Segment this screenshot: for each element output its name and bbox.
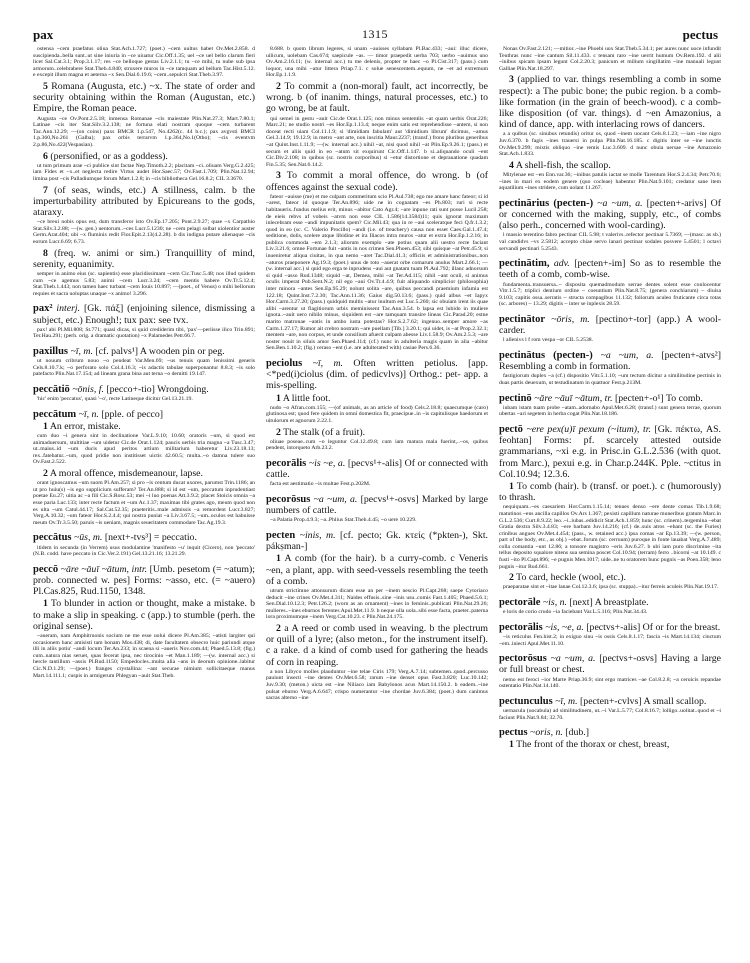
- citation-block: ~is reticulus Fen.hist.2; in exiguo sinu ~is ossis Cels.8.1.17; fascia ~is Mart.14.134; cinctum ~em..iniecti Apul.Met.11.10.: [499, 634, 721, 647]
- headword: pectinārius (pecten-): [499, 197, 594, 209]
- sense-definition: [499, 572, 721, 583]
- citation-block: ut tum primum arae ~ci publice sint factae Nep.Timoth.2.2; placitam ~ci..oliuam Verg.G.2.425; iam Fides et ~x..et neglecta redire Virtus audet Hor.Saec.57; Ov.Fast.1.709; Plin.Nat.12.94; limina post ~cis Palladiumque forum Mart.1.2.8; in ~cis bibliotheca Gel.16.8.2; CIL 3.3670.: [33, 162, 255, 182]
- sense-definition: [33, 248, 255, 270]
- etymology-definition: [pecten+-cvlvs] A small scallop.: [580, 695, 707, 707]
- citation-block: 8.688. b quom librum legeres, si unam ~auisses syllabam Pl.Bac.433; ~aui: illuc dicere, uilicum, uolebam Cas.674; saepicule ~as. — timor praepedit uerba 703; uerbo ~auimus uno Ov.Am.2.16.11; (w. internal acc.) tu me delenis, propter te haec ~o Pl.Cist.317; (pass.) cum loquor, una mihi ~atur littera Priap.7.1. c solue senescentem..equum, ne ~et ad extremum Hor.Ep.1.1.9.: [266, 46, 488, 79]
- etymology-definition: [pecten+-im] So as to resemble the teeth of a comb, comb-wise.: [499, 258, 721, 281]
- headword: pectus: [499, 727, 528, 739]
- grammar-info: ~is ~e, a.: [306, 457, 348, 469]
- headword: pecorōsus: [266, 493, 311, 505]
- citation-block: semper in animo eius (sc. sapientis) esse placidissimam ~cem Cic.Tusc.5.48; nos illud quidem cum ~ce agemus 5.83; animi ~cem Lucr.3.24; ~cem mentis habere Ov.Tr.5.12.4; Stat.Theb.1.443; non tamen haec turbant ~cem Iouis 10.897; —(poet., of Venus) o mihi bellorum requies et sacra uoluptas unaque ~x animo! 3.296.: [33, 270, 255, 297]
- entry-heading: [266, 358, 488, 392]
- etymology-definition: [pecten+-o¹] To comb.: [614, 392, 703, 404]
- sense-definition: [33, 185, 255, 219]
- sense-number: 8: [43, 247, 48, 259]
- headword: peccātiō: [33, 383, 70, 395]
- entry-heading: [499, 696, 721, 707]
- etymology-definition: [next] A breastplate.: [569, 597, 649, 609]
- citation-block: itidem in secunda (in Verrem) usus modulamine 'manifesto ~u' inquit (Cicero), non 'peccato' (N.B. codd. have peccato in Cic.Ver.2.191) Gel.13.21.16; 13.21.29.: [33, 544, 255, 558]
- entry-heading: [499, 622, 721, 633]
- sense-number: 1: [276, 553, 281, 565]
- grammar-info: ~ūs, m.: [71, 532, 105, 544]
- citation-block: ~ce breui nobis opus est, dum transferor isto Ov.Ep.17.205; Pont.2.9.27; quae ~x Carpathio Stat.Silv.3.2.88; —(w. gen.) uentorum..~ces Lucr.5.1230; ne ~cem pelagi solbat uiolentior auster Germ.Arat.404; ubi ~x fluminis redit Flor.Epit.2.13(4.2.28). b dis indigna putare alienaque ~cis eorum Lucr.6.69; 6.73.: [33, 219, 255, 245]
- grammar-info: ~a ~um, a.: [310, 493, 361, 505]
- entry-heading: [33, 564, 255, 598]
- sense-definition: [266, 81, 488, 115]
- citation-block: ~aueram, nam Amphitruonis socium ne me esse uolui dicere Pl.Am.385; ~atisti largiter qui occasionem hanc amisisti tam bonam Mos.438; di, date facultatem obsecro huic pariundi atque illi in aliis potiu' ~andi locum Ter.An.233; in scaena si ~aueris Nov.com.44; Phaed.5.13.8; (fig.) cum..natura nias seruet, quas fecerat ipsa, nec tirocinio ~et Man.1.189; —(w. internal acc.) si hercle tantillum ~assis Pl.Rud.1150; Empedocles..multa alia ~ans in deorum opinione..labitur Cic.N.D.1.29; —(poet.) franges crystallina: ~ant securae nimium sollicitaeque manus Mart.14.111.1; cuspis in armigerum Phlegyan ~auit Stat.Theb.: [33, 633, 255, 679]
- etymology-definition: [pecco+-tio] Wrongdoing.: [106, 383, 209, 395]
- sense-number: 2: [276, 80, 281, 92]
- entry-heading: [33, 346, 255, 357]
- sense-definition: [33, 81, 255, 115]
- etymology-definition: Often written petiolus. [app. <*ped(i)ciolus (dim. of pedicvlvs)] Orthog.: pet- app. a mis-spelling.: [266, 357, 488, 392]
- headword: pectorāle: [499, 597, 541, 609]
- citation-block: uernacula (uocabula) ad similitudinem, ut..~i Var.L.5.77; Col.8.16.7; lolligo..uolitat..quod et ~i faciunt Plin.Nat.9.84; 32.70.: [499, 708, 721, 721]
- sense-number: 3: [509, 74, 514, 86]
- page-number: 1315: [362, 27, 388, 41]
- etymology-definition: [Gk. πάξ] (enjoining silence, dismissing a subject, etc.) Enough!; tux pax: see tvx.: [33, 303, 255, 326]
- sense-text: To card, heckle (wool, etc.).: [513, 572, 626, 584]
- etymology-definition: [next+-tvs³] = peccatio.: [104, 532, 197, 544]
- sense-text: An error, mistake.: [47, 420, 121, 432]
- sense-text: To commit a moral offence, do wrong. b (of offences against the sexual code).: [266, 170, 488, 193]
- citation-block: ~a Palatia Prop.4.9.3; ~a..Phlius Stat.Theb.4.45; ~o uere 10.229.: [270, 517, 417, 524]
- citation-block: a a quibus (sc. sinubus retundis) oritur os, quod ~inem uocant Cels.8.1.23; —iam ~ine nigro Juv.6.370. b fagis ~ines trauersi in pulpa Plin.Nat.16.185. c digitis inter se ~ine iunctis Ov.Met.9.299; mixtis obliquo ~ine remis Luc.3.609. d nunc obuia uersae ~ine Amazonio Stat.Ach.1.833.: [499, 131, 721, 158]
- column-left: [33, 46, 255, 956]
- citation-block: Mitylenae est ~en Enn.var.36; ~inibus patulis iactat se molle Tarentum Hor.S.2.4.34; Petr.70.6; ~ines in mari ex eodem genere (quo cocleae) habentur Plin.Nat.9.101; credatur sane item aquatilium ~ines stridere, cum uolant 11.267.: [499, 171, 721, 192]
- sense-text: To blunder in action or thought, make a mistake. b to make a slip in speaking. c (app.) to stumble (perh. the original sense).: [33, 598, 255, 632]
- sense-number: 1: [43, 420, 48, 432]
- grammar-info: ~ōris, m.: [545, 313, 596, 325]
- grammar-info: ~a ~um, a.: [592, 349, 662, 361]
- headword: pax²: [33, 303, 53, 315]
- entry-heading: [266, 458, 488, 480]
- citation-block: orant ignoscamus ~um suom Pl.Am.257; si pro ~is centum ducat uxores, parumst Trin.1186; an ut pro huiu(s) ~is ego supplicium sufferam? Ter.An.888; si id est ~um, peccatum inprudentiast poetae Eu.27; uitia ac ~a fili Cic.S.Rosc.53; mei ~i luo poenas Att.3.9.2; placet Stoicis omnia ~a esse paria Luc.133; inter recte factum et ~um Ac.1.37; maximas tibi grates ago, meum quod non es ulta ~um Catul.44.17; Sal.Cat.52.35; praeteritis..male admissis ~a remordent Lucr.3.827; Verg.A.10.32; ~um fateor Hor.S.2.4.4; qui nostra puniat ~a Liv.3.67.5; ~um..oculos est habuisse meum Ov.Tr.3.5.50; paruis ~is ueniam, magnis seueritatem commodare Tac.Ag.19.3.: [33, 480, 255, 526]
- sense-text: A little foot.: [280, 392, 331, 404]
- entry-heading: [499, 258, 721, 280]
- entry-heading: [33, 384, 255, 395]
- grammar-info: ~āre ~āuī ~ātum, tr.: [531, 392, 615, 404]
- entry-heading: [499, 424, 721, 480]
- citation-block: nemo est feroci ~ior Marte Priap.36.9; sint ergo matrices ~ae Col.8.2.8; ~a ceruicis repandae ostentatio Plin.Nat.14.140.: [499, 676, 721, 690]
- citation-block: l massio terentino fabro pectinar CIL 5.98; t valerivs..refector pectinar 5.7369; —(masc. as sb.) val candidvs ~vs 2.5812; accepto chiae servo lanari pectinar sodales posvere 5.4501; l octavi servandi pectinari 5.2543.: [499, 232, 721, 252]
- sense-definition: [33, 598, 255, 632]
- etymology-definition: [pecvs¹+-alis] Of or connected with cattle.: [266, 457, 488, 481]
- etymology-definition: [dub.]: [565, 727, 589, 739]
- sense-number: 1: [43, 598, 48, 610]
- entry-heading: [499, 393, 721, 404]
- etymology-definition: [cf. palvs¹] A wooden pin or peg.: [95, 345, 225, 357]
- entry-heading: [499, 653, 721, 675]
- citation-block: oliuae poseae..cum ~o leguntur Col.12.49.8; cum iam matura mala fuerint,..~os, quibus pendent, intorqueto Arb.23.2.: [266, 438, 488, 452]
- headword: pecorālis: [266, 457, 307, 469]
- headword: peccō: [33, 563, 59, 575]
- citation-block: praeparatae sint et ~itae lanae Col.12.3.6; ipsa (sc. stuppa)..~itur ferreis aculeis Plin.Nat.19.17.: [503, 584, 719, 591]
- citation-block: l allenivs l f rom vespa ~or CIL 5.2538.: [503, 337, 594, 344]
- citation-block: utrum strictimne attonsurum dicam esse an per ~inem nescio Pl.Capt.268; saepe Cytoriaco deducit ~ine crines Ov.Met.4.311; Naides effusis..sine ~inis usu..comis Fast.1.405; Phaed.5.6.1; Sen.Dial.10.12.3; Petr.126.2; (worn as an ornament) ~ines in feminis..publicati Plin.Nat.29.26; mulieres..~ines eburnos ferentes Apul.Met.11.9. b neque ulla uola..sibi esse facta, praeter..paterna lora proximumque ~inem Verg.Cat.10.23. c Plin.Nat.24.175.: [266, 587, 488, 621]
- entry-heading: [499, 727, 721, 738]
- sense-number: 5: [43, 80, 48, 92]
- entry-heading: [266, 494, 488, 516]
- citation-block: nequiquam..~es caesariem Hor.Carm.1.15.14; tenues denso ~ere dente comas Tib.1.9.68; matutinos ~ens ancilla capillos Ov.Ars 1.367; pexisti capillum naturae muneribus gratum Marc.in G.L.2.536; Curt.8.9.22; leo..~i..iubas..edidicit Stat.Ach.1.859; hunc (sc. crinem)..tergemina ~ebat Gratia dextra Silv.3.4.83; ~ere barbam Juv.14.216; (cf.) de..suis atros ~ebant (sc. the Furies) crinibus angues Ov.Met.4.454; (pass., w. retained acc.) ipsa comas ~ar Ep.13.39; —(w. person, part of the body, etc., as obj.) ~ebat..forum (sc. cerruum) puroque in fonte lauabat Verg.A.7.489; colla comantia ~unt 12.86; a tonsore magistro ~eris Juv.6.27. b ubi iam puro discrimine ~ita tellus deposito squalore nitens sua semina poscet Col.10.94; (terram) ferro ..bicorni ~at 10.149. c fusti ~ito Pl.Capt.896; ~e pugnis Men.1017; uide..ne tu oratorem hunc pugnis ~as Poen.358; leno pugnis ~itur Rud.661.: [499, 504, 721, 570]
- grammar-info: ~ōnis, f.: [69, 383, 107, 395]
- sense-text: (personified, or as a goddess).: [47, 150, 168, 162]
- headword: peccātum: [33, 408, 77, 420]
- etymology-definition: [pectino+-tor] (app.) A wool-carder.: [499, 313, 721, 337]
- running-head: [0, 27, 750, 41]
- headword: pectinātor: [499, 313, 546, 325]
- column-right: [499, 46, 721, 956]
- citation-block: Augusta ~ce Ov.Pont.2.5.18; inmensa Romanae ~cis maiestate Plin.Nat.27.3; Mart.7.80.1; Latinae ~cis iter Stat.Silv.3.2.138; ne fortuna elati nostram quoque ~cem turbarent Tac.Ann.12.29; —(on coins) paxs BMCR 1.p.547, No.4262(c. 44 b.c.); pax avgvsti BMCI 1.p.360,No.261 (Galba); pax orbis terrarvm 1.p.364,No.1(Otho); ~cis eventvm 2.p.86,No.422(Vespasian).: [33, 115, 255, 148]
- sense-text: a A reed or comb used in weaving. b the plectrum or quill of a lyre; (also meton., for the instrument itself). c a rake. d a kind of comb used for gathering the heads of corn in reaping.: [266, 622, 488, 668]
- citation-block: 'hic' enim 'peccatus', quasi '~o', recte Latineque dicitur Gel.13.21.19.: [37, 396, 193, 403]
- sense-definition: [499, 74, 721, 130]
- right-guide-word: pectus: [682, 27, 718, 42]
- grammar-info: ~is, ~e, a.: [542, 621, 587, 633]
- citation-block: ostensa ~cem praefatus oliua Stat.Ach.1.727; (poet.) ~cem uultus habet Ov.Met.2.858. d suscipienda..bella sunt..ut sine iniuria in ~ce uiuatur Cic.Off.1.35; uel ~ce uel bello clarum fieri licet Sal.Cat.3.1; Prop.3.1.17; res ~ce belloque gestas Liv.2.1.1; tu ~ce mihi, tu nube sub ipsa armorum..celebrabere Stat.Theb.4.840; struxere muros in ~ce tamquam ad bellum Tac.Hist.5.12. e excepit illum magna et aeterna ~x Sen.Dial.6.19.6; ~cem..sepulcri Stat.Theb.3.97.: [33, 46, 255, 79]
- sense-number: 2: [509, 572, 514, 584]
- grammar-info: ~ī, m.: [552, 695, 581, 707]
- sense-definition: [33, 151, 255, 162]
- entry-heading: [499, 350, 721, 372]
- citation-block: a non Libyco molles plauduntur ~ine telae Ciris 179; Verg.A.7.14; subtemen..quod..percusso pauiunt insecti ~ine dentes Ov.Met.6.58; rarum ~ine denset opus Fast.3.820; Luc.10.142; Juv.9.30; (meton.) uicta est ~ine Niliaco iam Babylonos acus Mart.14.150.2. b eadem..~ine pulsat eburno Verg.A.6.647; crispo numerantur ~ine chordae Juv.6.384; (poet.) dum canimus sacras alterno ~ine: [266, 668, 488, 702]
- citation-block: fundamenta..transuersa..~ disposita quemadmodum serrae dentes solent esse conlocentur Vitr.1.5.7; triplici dentium ordine ~ coeuntium Plin.Nat.8.75; (genera conchiarum) ~ diuisa 9.103; capitis ossa..serratis ~ structa compagibus 11.132; foliorum aculeo fruticante circa totas (sc. arbores) ~ 13.29; digitis ~ inter se inplexis 28.59.: [499, 281, 721, 308]
- citation-block: cum duo ~i genera sint in declinatione Var.L.9.10; 10.60; oratoris ~um, si quod est animaduersum, stultitiae ~um uidetur Cic.de Orat.1.124; paucis uerbis tria magna ~a Tusc.3.47; ut..maius..id ~um ducis apud peritos artium militarium haberetur Liv.23.18.13; rex..fatebatur..~um, quod pridie non institisset uictis 42.60.5; multa..~o damna tulere suo Ov.Fast.2.522.: [33, 433, 255, 466]
- sense-text: The front of the thorax or chest, breast,: [513, 739, 670, 751]
- entry-heading: [33, 532, 255, 543]
- etymology-definition: [pecten+-arivs] Of or concerned with the making, supply, etc., of combs (also perh., concerned with wool-carding).: [499, 197, 721, 232]
- sense-number: 1: [509, 739, 514, 751]
- headword: pectinō: [499, 392, 532, 404]
- headword: pectinātim,: [499, 258, 550, 270]
- etymology-definition: [pectvs+-osvs] Having a large or full breast or chest.: [499, 653, 721, 676]
- sense-definition: [266, 623, 488, 668]
- etymology-definition: [Umb. pesetom (= ~atum); prob. connected w. pes] Forms: ~asso, etc. (= ~auero) Pl.Cas.825, Rud.1150, 1348.: [33, 563, 255, 598]
- sense-definition: [266, 170, 488, 192]
- sense-number: 2: [43, 468, 48, 480]
- grammar-info: ~āre ~āuī ~ātum, intr.: [58, 563, 150, 575]
- sense-text: Romana (Augusta, etc.) ~x. The state of order and security obtaining within the Roman (Augustan, etc.) Empire, the Roman peace.: [33, 80, 255, 115]
- headword: peciolus: [266, 357, 303, 369]
- sense-text: The stalk (of a fruit).: [280, 426, 366, 438]
- sense-number: 6: [43, 150, 48, 162]
- citation-block: Nonas Ov.Fast.2.121; —mitior..~ine Phoebi uox Stat.Theb.5.34.1; per aures nunc uoce infundit Teuthras nunc ~ine cantum Sil.11.433. c tensam raro ~ine uerrit humum Ov.Rem.192. d alii ~inibus spicam ipsam legunt Col.2.20.3; panicum et milium singillatim ~ine manuali legunt Galliae Plin.Nat.18.297.: [499, 46, 721, 72]
- sense-definition: [266, 393, 488, 404]
- sense-text: To commit a (non-moral) fault, act incorrectly, be wrong. b (of inanim. things, natural processes, etc.) to go wrong, be at fault.: [266, 80, 488, 115]
- headword: pectorōsus: [499, 653, 547, 665]
- sense-text: (applied to var. things resembling a comb in some respect): a The pubic bone; the pubic region. b a comb-like formation (in the grain of beech-wood). c a comb-like disposition (of var. things). d ~en Amazonius, a kind of dance, app. with interlacing rows of dancers.: [499, 74, 721, 131]
- headword: pectō: [499, 423, 523, 435]
- sense-text: A comb (for the hair). b a curry-comb. c Veneris ~en, a plant, app. with seed-vessels resembling the teeth of a comb.: [266, 553, 488, 587]
- entry-heading: [499, 198, 721, 232]
- sense-definition: [499, 481, 721, 503]
- headword: peccātus: [33, 532, 72, 544]
- headword: pectunculus: [499, 695, 553, 707]
- sense-number: 4: [509, 159, 514, 171]
- citation-block: pax! abi Pl.Mil.808; St.771; quasi dicas, si quid crediderim tibi, 'pax'—periisse ilico Trin.891; Ter.Hau.291; (perh. orig. a dramatic quotation) ~x Palamedes Petr.66.7.: [33, 326, 255, 340]
- entry-heading: [499, 597, 721, 608]
- headword: pecten: [266, 529, 296, 541]
- entry-heading: [33, 303, 255, 325]
- grammar-info: interj.: [52, 303, 84, 315]
- entry-heading: [33, 409, 255, 420]
- sense-definition: [266, 427, 488, 438]
- sense-text: (of seas, winds, etc.) A stillness, calm. b the imperturbability attributed by Epicureans to the gods, ataraxy.: [33, 184, 255, 218]
- sense-definition: [499, 160, 721, 171]
- sense-text: To comb (hair). b (transf. or poet.). c (humorously) to thrash.: [499, 480, 721, 504]
- citation-block: e loris de corio crudo ~ia faciebant Var.L.5.116; Plin.Nat.34.43.: [503, 609, 648, 616]
- etymology-definition: [cf. pecto; Gk. κτείς (*pkten-), Skt. pákṣman-]: [266, 529, 488, 553]
- citation-block: iubam istam tuam probe ~atam..adornabo Apul.Met.6.28; (transf.) sunt genera terrae, quorum ubertas ~ari segetem in herba cogat Plin.Nat.18.186.: [499, 404, 721, 418]
- grammar-info: ~a ~um, a.: [546, 653, 600, 665]
- column-middle: [266, 46, 488, 956]
- grammar-info: ~oris, n.: [527, 727, 566, 739]
- sense-text: A shell-fish, the scallop.: [513, 159, 611, 171]
- entry-heading: [499, 314, 721, 336]
- sense-definition: [499, 739, 721, 750]
- left-guide-word: pax: [33, 27, 54, 42]
- etymology-definition: [Gk. πέκτω, AS. feohtan] Forms: pf. scarcely attested outside grammarians, ~xi e.g. in Prisc.in G.L.2.536 (with quot. from Marc.), pexui e.g. in Char.p.244K. Pple. ~ctitus in Col.10.94; 12.3.6.: [499, 423, 721, 480]
- sense-number: 2: [276, 426, 281, 438]
- citation-block: qui semel in gestu ~auit Cic.de Orat.1.125; non minus sententiis ~at quam uerbis Orat.226; Marc.21; ne studio nostri ~es Hor.Ep.1.13.4; neque enim satis est reprehendisse ~antem, si non doceat recti uiam Col.11.1.9; si 'dimidiam fabulam' aut 'dimidium librum' dicimus, ~amus Gel.3.14.9; 19.12.9; in metro ~ant arte, non inscitia Maur.2237; (transf.) frons pluribus generibus ~at Quint.Inst.1.11.9; —(w. internal acc.) nihil ~at, nisi quod nihil ~at Plin.Ep.9.26.1; (pass.) et secum et aliis quid in eo ~atum sit exquirunt Cic.Off.1.147. b si..aliquando oculi ~ent Cic.Div.2.108; in quibus (sc. nostris corporibus) si ~etur distortione et deprauatione quadam Fin.5.35; Sen.Nat.6.14.2.: [266, 115, 488, 168]
- sense-number: 1: [276, 392, 281, 404]
- sense-number: 7: [43, 184, 48, 196]
- sense-definition: [33, 468, 255, 479]
- etymology-definition: [pectvs+-alis] Of or for the breast.: [586, 621, 721, 633]
- sense-text: A moral offence, misdemeanour, lapse.: [47, 468, 203, 480]
- citation-block: fastigiorum duplex ~a (cf.) dispositio Vitr.5.1.10; ~um tectum dicitur a similitudine pectinis in duas partis deuexum, ut testudinatum in quattuor Fest.p.213M.: [499, 373, 721, 386]
- grammar-info: ~inis, m.: [295, 529, 341, 541]
- sense-text: (freq. w. animi or sim.) Tranquillity of mind, serenity, equanimity.: [33, 247, 255, 270]
- sense-definition: [266, 553, 488, 587]
- sense-number: 3: [276, 170, 281, 182]
- sense-number: 2: [276, 622, 281, 634]
- dictionary-columns: [33, 46, 721, 956]
- etymology-definition: [pecten+-atvs²] Resembling a comb in formation.: [499, 349, 721, 373]
- grammar-info: ~ī, m.: [302, 357, 354, 369]
- grammar-info: ~ere pex(u)ī pexum (~itum), tr.: [522, 423, 655, 435]
- entry-heading: [266, 530, 488, 552]
- citation-block: facta est aestimatio ~is multae Fest.p.202M.: [270, 481, 371, 488]
- headword: pectorālis: [499, 621, 543, 633]
- etymology-definition: [pecvs¹+-osvs] Marked by large numbers of cattle.: [266, 493, 488, 517]
- grammar-info: ~is, n.: [540, 597, 570, 609]
- sense-definition: [33, 421, 255, 432]
- grammar-info: ~ī, n.: [76, 408, 102, 420]
- citation-block: fateor ~auisse (me) et me culpam commeritum scio Pl.Aul.738; ego me amare hanc fateor; si id ~arest, fateor id quoque Ter.An.896; uide ne in cognatam ~es Ph.803; ruri si recte habitaueris..fundus melius erit, minus ~abitur Cato Agr.4; ~are inpune rati sunt posse Lucil.258; de eieis rebvs af vobeis ~atvm non esse CIL 1.586(14.3584)11; quis ignorat maximam inlecebram esse ~andi impunitatis spem? Cic.Mil.43; qua in re ~aui sceleratque feci Q.fr.1.3.2; quod in eo (sc. C. Valerio Procillo) ~andi (i.e. of treachery) causa non esset Caes.Gal.1.47.4; seditione, dolis, scelere atque libidine et ira Iliacos intra muros ~atur et extra Hor.Ep.1.2.16; in publica commoda ~em 2.1.3; aliorum exemplo ~ate potius quam alii uestro recte faciant Liv.3.21.6; omne Fortunae fuit ~antis in nos crimen Sen.Phoen.453; sibi quisque ~at Petr.45.9; si inueniretur aliqua ciuitas, in qua nemo ~aret Tac.Dial.41.3; officiis et administrationibus..non ~aturos praeponere Ag.19.3; (poet.) unus de toto ~auerat orbe comarum anulus Mart.2.66.1; —(w. internal acc.) si quid ego erga te inprudens ~aui aut gnatam tuam Pl.Aul.792; illanc adnorsum si quid ~asso Rud.1348; siquid ~at, Demea, mihi ~at Ter.Ad.115; nihil ~ant oculi, si animus oculis imperat Pub.Sent.N.2; nil ego ~aui Ov.Tr.4.4.9; fuit aliquando simplicior (philosophia) inter minora ~antes Sen.Ep.95.29; nolunt solita ~are, quibus peccandi praemium infamia est 122.18; Quint.Inst.7.2.30; Tac.Ann.11.36; Gaius dig.50.13.6; (pass.) quid albus ~et Iapyx Hor.Carm.3.27.20; (pass.) quidquid multis ~atur inultum est Luc.5.260; sic obuiam irent iis quae alibi ~arentur ut flagitiorum urbis meminissent Tac.Ann.3.54. b lapsa est lubido in muliere ignota..~auit uero nihilo minus, siquidem est ~are tamquam transire lineas Cic.Parad.20; estne marito matronae ~antis in ambo iusta potestas? Hor.S.2.7.62; ingenuo..semper amore ~as Carm.1.27.17; Rumor ait crebro nostram ~are puellam [Tib.] 3.20.1; qui uidet, is ~at Prop.2.32.1; mentem ~are, non corpus, et unde consilium afuerit culpam abesse Liv.1.58.9; Ov.Am.2.5.3; ~are noster nouit in siluis amor Sen.Phaed.114; (cf.) nunc in adulteria magis quam in alia ~abitur Sen.Ben.1.10.2; (fig.) ceraso ~ent (i.e. are adulterated with) casiae Pers.6.36.: [266, 193, 488, 352]
- headword: paxillus: [33, 345, 69, 357]
- grammar-info: ~ī, m.: [68, 345, 96, 357]
- grammar-info: adv.: [549, 258, 575, 270]
- citation-block: ut nouum cribrum nouo ~o pendeat Var.Men.69; ~us tenuis quam lenissimi generis Cels.8.10.7.k; ~o perforato solo Col.4.16.3; ~is adactis tabulae superponantur 8.8.3; ~is solo patefacto Plin.Nat.17.154; ad lineam grana bina aut terna ~o demitti 19.147.: [33, 358, 255, 378]
- grammar-info: ~a ~um, a.: [593, 197, 647, 209]
- etymology-definition: [pple. of pecco]: [101, 408, 164, 420]
- headword: pectinātus (pecten-): [499, 349, 593, 361]
- sense-number: 1: [509, 480, 514, 492]
- citation-block: nudo ~o Afran.com.155; —(of animals, as an article of food) Cels.2.18.8; quaecumque (caro) glutinosa est; quod fere quidem in omni domestica fit, praecipue..in ~is capitulisque haedorum et uitulorum et agnorum 2.22.1.: [266, 404, 488, 424]
